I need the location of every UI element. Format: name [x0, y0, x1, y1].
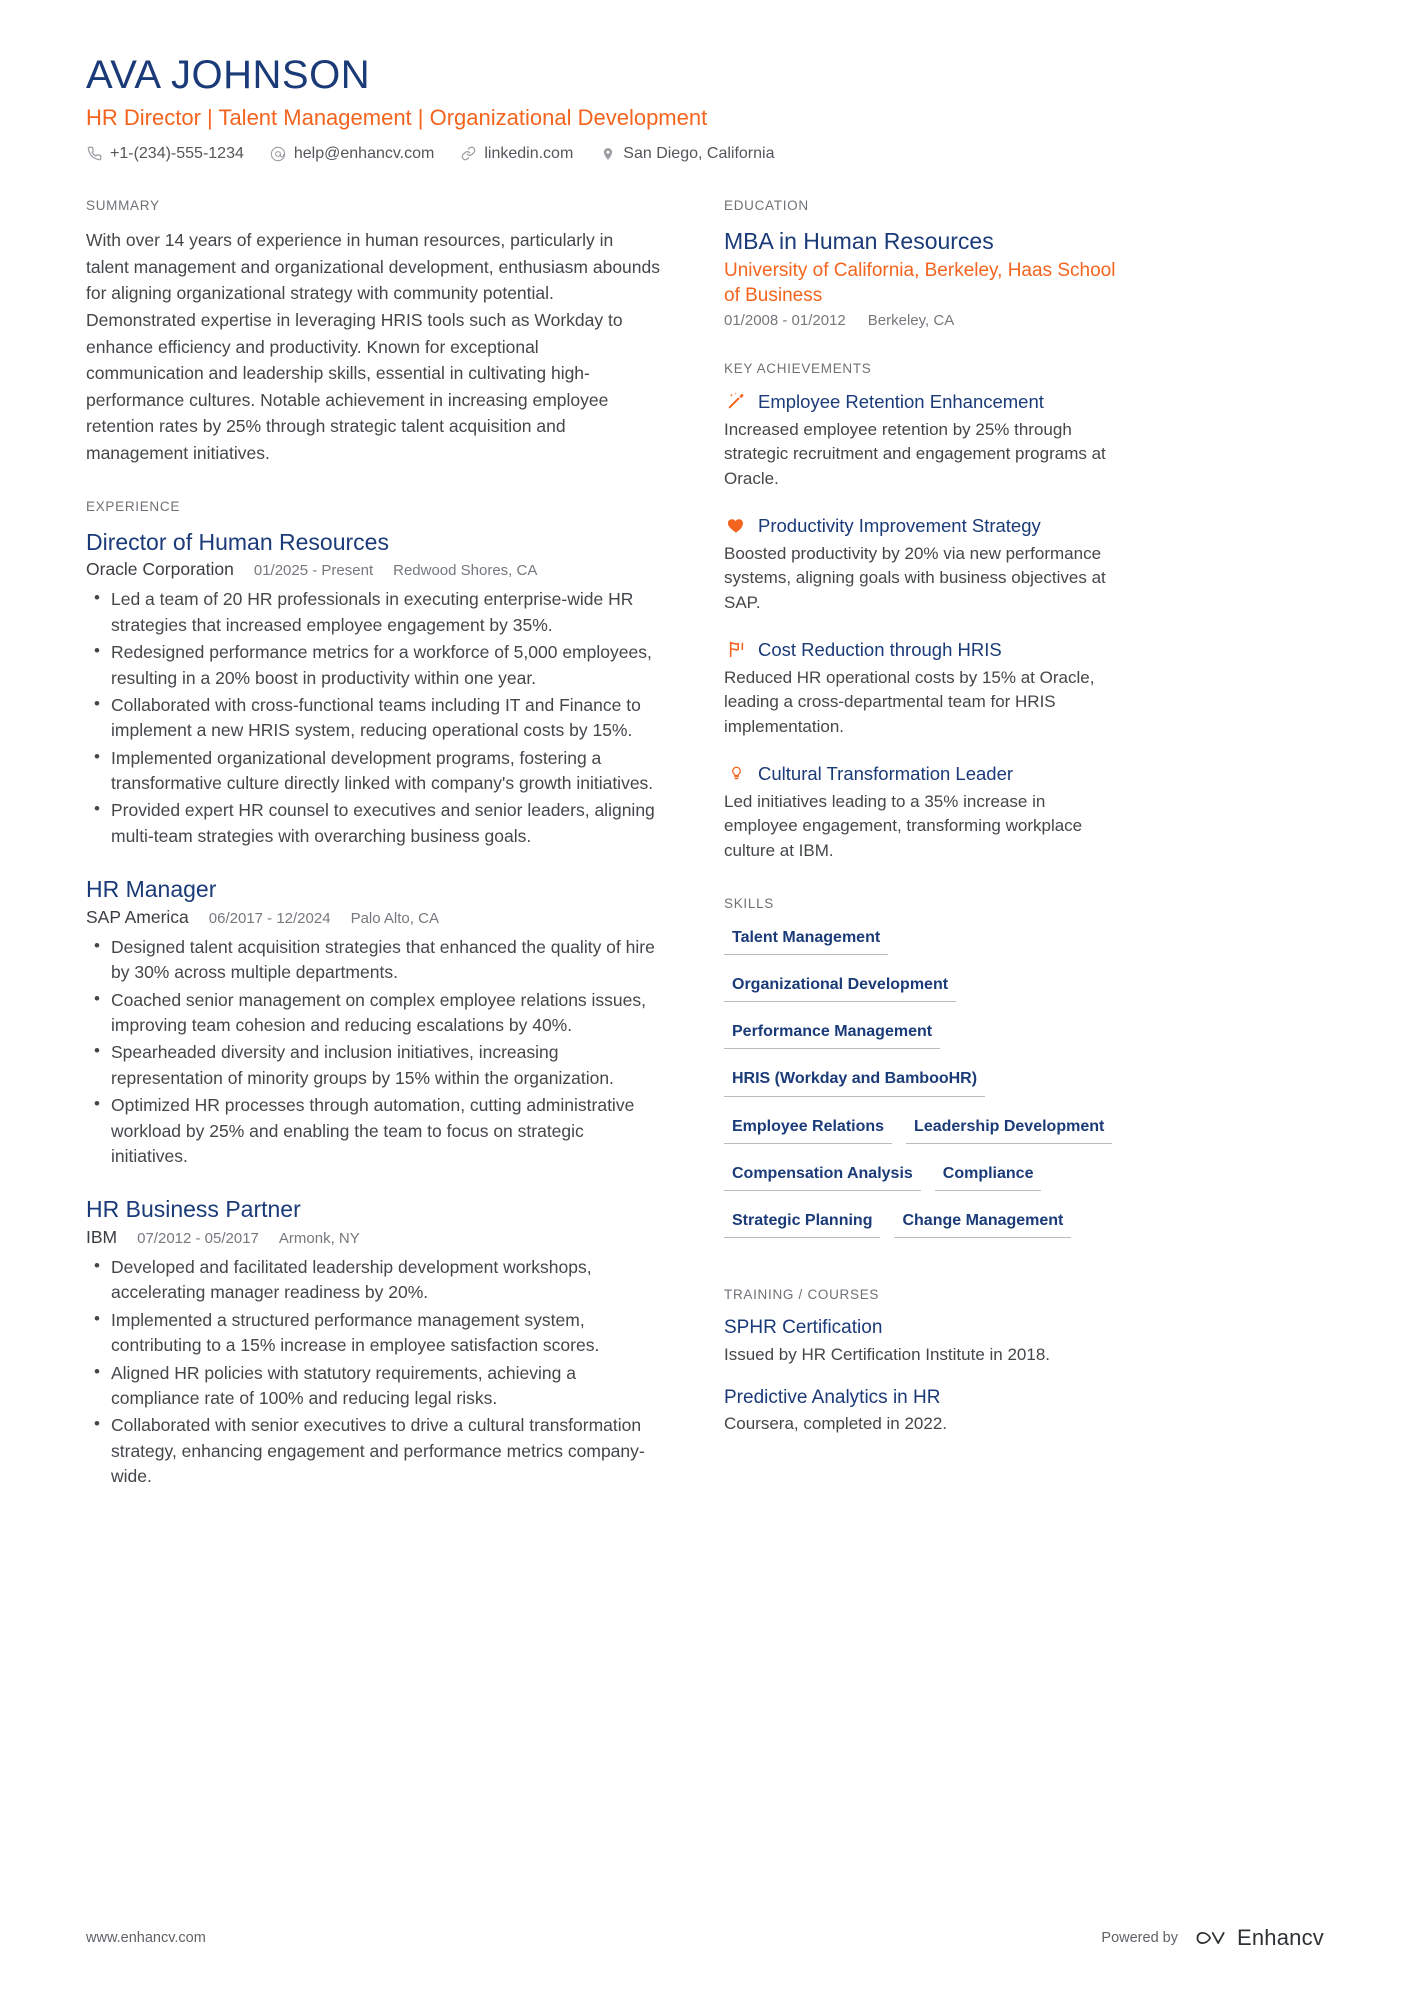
job-location: Palo Alto, CA: [350, 909, 439, 927]
job-meta: [86, 1227, 660, 1248]
candidate-name: AVA JOHNSON: [86, 53, 371, 97]
contact-link: [460, 144, 573, 165]
job-bullet: • Spearheaded diversity and inclusion initiatives, increasing representation of minority groups by 15% within the organization.: [86, 1040, 660, 1091]
experience-item: [86, 1195, 660, 1489]
resume-header: [86, 52, 1324, 164]
contact-link-text: linkedin.com: [484, 144, 574, 162]
left-column: [86, 198, 694, 1521]
education-degree: MBA in Human Resources: [724, 228, 994, 255]
achievement-title: Productivity Improvement Strategy: [758, 514, 1041, 536]
job-bullet: • Implemented organizational development programs, fostering a transformative culture directly linked with company's growth initiatives.: [86, 746, 660, 797]
job-dates: 06/2017 - 12/2024: [208, 909, 331, 927]
skill-chip: Change Management: [894, 1208, 1071, 1238]
resume-body: [86, 198, 1324, 1521]
training-section-title: TRAINING / COURSES: [724, 1287, 880, 1303]
achievement-head: [724, 390, 1116, 413]
skills-section-title: SKILLS: [724, 895, 774, 911]
education-dates: 01/2008 - 01/2012: [724, 311, 846, 329]
skill-chip: Leadership Development: [906, 1114, 1112, 1144]
course-title: Predictive Analytics in HR: [724, 1386, 941, 1408]
job-location: Redwood Shores, CA: [393, 562, 538, 580]
skill-chip: Employee Relations: [724, 1114, 892, 1144]
achievement-item: [724, 514, 1116, 616]
education-item: [724, 227, 1116, 328]
experience-item: [86, 875, 660, 1169]
skill-chip: Performance Management: [724, 1019, 940, 1049]
experience-item: [86, 528, 660, 850]
achievements-section: [724, 361, 1116, 864]
job-bullet: • Optimized HR processes through automation, cutting administrative workload by 25% and enabling the team to focus on strategic initiatives.: [86, 1093, 660, 1169]
location-pin-icon: [599, 145, 616, 162]
achievement-description: Increased employee retention by 25% through strategic recruitment and engagement programs at Oracle.: [724, 419, 1106, 488]
skill-chip: HRIS (Workday and BambooHR): [724, 1066, 985, 1096]
magic-wand-icon: [724, 390, 748, 412]
skill-chip: Organizational Development: [724, 972, 956, 1002]
course-title: SPHR Certification: [724, 1317, 883, 1339]
achievement-head: [724, 762, 1116, 785]
footer-website-url[interactable]: www.enhancv.com: [86, 1930, 206, 1946]
skill-chip: Compensation Analysis: [724, 1161, 921, 1191]
footer-branding: [1101, 1925, 1324, 1951]
job-bullet: • Provided expert HR counsel to executives and senior leaders, aligning multi-team strategies with overarching business goals.: [86, 798, 660, 849]
brand-name: Enhancv: [1236, 1925, 1324, 1950]
skill-chip: Strategic Planning: [724, 1208, 880, 1238]
job-dates: 01/2025 - Present: [253, 562, 374, 580]
enhancv-logo-icon: [1194, 1927, 1228, 1949]
powered-by-label: Powered by: [1101, 1930, 1178, 1946]
achievement-item: [724, 390, 1116, 492]
job-bullet: • Aligned HR policies with statutory requirements, achieving a compliance rate of 100% and reducing legal risks.: [86, 1361, 660, 1412]
achievement-description: Boosted productivity by 20% via new performance systems, aligning goals with business objectives at SAP.: [724, 543, 1106, 613]
job-bullet: • Collaborated with senior executives to drive a cultural transformation strategy, enhancing engagement and performance metrics company-wide.: [86, 1413, 660, 1489]
course-description: Coursera, completed in 2022.: [724, 1414, 948, 1434]
job-meta: [86, 907, 660, 928]
job-role: HR Manager: [86, 876, 217, 903]
course-item: [724, 1316, 1116, 1366]
achievement-head: [724, 514, 1116, 537]
education-location: Berkeley, CA: [867, 311, 955, 329]
phone-icon: [86, 145, 103, 162]
contact-phone: [86, 144, 244, 165]
experience-section: [86, 499, 660, 1490]
experience-section-title: EXPERIENCE: [86, 498, 181, 514]
brand-logo: [1194, 1925, 1324, 1951]
heart-icon: [724, 514, 748, 536]
job-bullet: • Coached senior management on complex employee relations issues, improving team cohesion and reducing escalations by 40%.: [86, 988, 660, 1039]
achievement-title: Cultural Transformation Leader: [758, 762, 1014, 784]
summary-section: [86, 198, 660, 466]
education-section-title: EDUCATION: [724, 198, 809, 214]
achievement-title: Employee Retention Enhancement: [758, 390, 1044, 412]
candidate-headline: HR Director | Talent Management | Organizational Development: [86, 105, 708, 130]
achievement-description: Led initiatives leading to a 35% increase in employee engagement, transforming workplace culture at IBM.: [724, 791, 1083, 861]
flag-icon: [724, 638, 748, 660]
contact-email-text: help@enhancv.com: [293, 144, 435, 162]
contact-location: [599, 144, 774, 165]
job-dates: 07/2012 - 05/2017: [137, 1230, 259, 1248]
link-icon: [460, 145, 477, 162]
education-school: University of California, Berkeley, Haas School of Business: [724, 260, 1116, 307]
achievement-head: [724, 638, 1116, 661]
achievement-item: [724, 762, 1116, 864]
skills-list: [724, 925, 1116, 1255]
job-bullet: • Implemented a structured performance management system, contributing to a 15% increase in employee satisfaction scores.: [86, 1308, 660, 1359]
job-role: Director of Human Resources: [86, 528, 389, 555]
job-company: IBM: [86, 1227, 118, 1248]
training-section: [724, 1287, 1116, 1436]
achievement-item: [724, 638, 1116, 740]
skills-section: [724, 896, 1116, 1255]
lightbulb-icon: [724, 762, 748, 784]
job-bullets: [86, 935, 660, 1169]
job-bullet: • Designed talent acquisition strategies that enhanced the quality of hire by 30% across multiple departments.: [86, 935, 660, 986]
job-bullets: [86, 1255, 660, 1489]
achievements-section-title: KEY ACHIEVEMENTS: [724, 360, 872, 376]
skill-chip: Talent Management: [724, 925, 888, 955]
contact-location-text: San Diego, California: [623, 144, 775, 162]
achievement-description: Reduced HR operational costs by 15% at Oracle, leading a cross-departmental team for HRIS implementation.: [724, 667, 1095, 737]
job-bullet: • Led a team of 20 HR professionals in executing enterprise-wide HR strategies that increased employee engagement by 35%.: [86, 587, 660, 638]
summary-section-title: SUMMARY: [86, 198, 160, 214]
job-bullets: [86, 587, 660, 849]
job-bullet: • Redesigned performance metrics for a workforce of 5,000 employees, resulting in a 20% boost in productivity within one year.: [86, 640, 660, 691]
job-company: Oracle Corporation: [86, 559, 234, 580]
job-company: SAP America: [86, 906, 189, 927]
summary-text: With over 14 years of experience in human resources, particularly in talent management and organizational development, enthusiasm abounds for aligning organizational strategy with community potential. Demonstrated expertise in leveraging HRIS tools such as Workday to enhance efficiency and productivity. Known for exceptional communication and leadership skills, essential in cultivating high-performance cultures. Notable achievement in increasing employee retention rates by 25% through strategic talent acquisition and management initiatives.: [86, 230, 660, 464]
right-column: [724, 198, 1116, 1468]
job-bullet: • Developed and facilitated leadership development workshops, accelerating manager readiness by 20%.: [86, 1255, 660, 1306]
course-item: [724, 1386, 1116, 1436]
job-bullet: • Collaborated with cross-functional teams including IT and Finance to implement a new HRIS system, reducing operational costs by 15%.: [86, 693, 660, 744]
education-section: [724, 198, 1116, 328]
education-meta: [724, 312, 1116, 329]
page-footer: [86, 1925, 1324, 1951]
contact-row: [86, 144, 1324, 165]
job-meta: [86, 559, 660, 580]
job-role: HR Business Partner: [86, 1196, 301, 1223]
contact-email: [270, 144, 434, 165]
email-icon: [270, 145, 287, 162]
course-description: Issued by HR Certification Institute in 2018.: [724, 1344, 1050, 1364]
contact-phone-text: +1-(234)-555-1234: [110, 144, 244, 162]
skill-chip: Compliance: [935, 1161, 1042, 1191]
achievement-title: Cost Reduction through HRIS: [758, 638, 1002, 660]
job-location: Armonk, NY: [278, 1230, 360, 1248]
